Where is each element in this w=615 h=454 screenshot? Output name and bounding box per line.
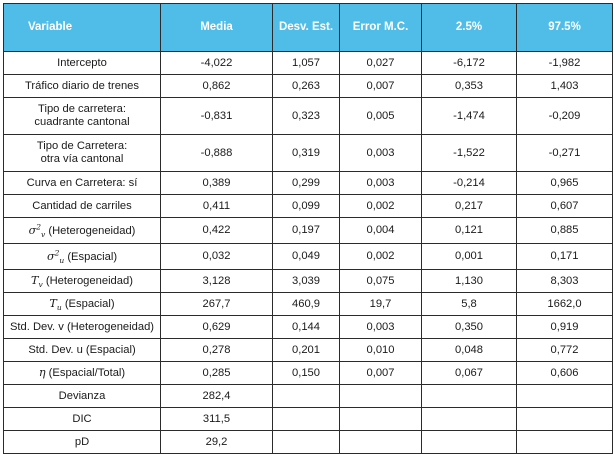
cell-media: 282,4 xyxy=(161,385,273,408)
cell-2-5: 0,350 xyxy=(422,316,517,339)
cell-error-mc: 0,007 xyxy=(340,362,422,385)
sigma-v-symbol: $\sigma^2_v$ xyxy=(28,221,46,239)
cell-error-mc: 0,003 xyxy=(340,135,422,172)
cell-media: 0,278 xyxy=(161,339,273,362)
row-label: pD xyxy=(4,431,161,454)
cell-desv-est: 0,049 xyxy=(273,244,340,270)
cell-error-mc: 0,002 xyxy=(340,244,422,270)
row-label: Curva en Carretera: sí xyxy=(4,172,161,195)
cell-97-5: 1662,0 xyxy=(517,293,613,316)
table-row xyxy=(4,431,613,454)
cell-desv-est: 0,144 xyxy=(273,316,340,339)
cell-97-5: 0,885 xyxy=(517,218,613,244)
table-row xyxy=(4,316,613,339)
row-label-text: (Heterogeneidad) xyxy=(45,275,133,287)
header-97-5: 97.5% xyxy=(517,4,613,52)
cell-2-5: 0,048 xyxy=(422,339,517,362)
header-row xyxy=(4,4,613,52)
row-label: Cantidad de carriles xyxy=(4,195,161,218)
cell-media: 0,032 xyxy=(161,244,273,270)
table-row xyxy=(4,172,613,195)
header-2-5: 2.5% xyxy=(422,4,517,52)
cell-desv-est: 0,319 xyxy=(273,135,340,172)
cell-media: -0,888 xyxy=(161,135,273,172)
table-row xyxy=(4,362,613,385)
cell-2-5 xyxy=(422,431,517,454)
cell-desv-est: 1,057 xyxy=(273,52,340,75)
cell-error-mc: 0,075 xyxy=(340,270,422,293)
cell-97-5: -0,209 xyxy=(517,98,613,135)
cell-media: 0,629 xyxy=(161,316,273,339)
cell-2-5: -6,172 xyxy=(422,52,517,75)
results-table xyxy=(3,3,613,454)
row-label-line1: Tipo de Carretera: xyxy=(36,140,128,152)
header-variable: Variable xyxy=(4,4,161,52)
cell-desv-est: 0,201 xyxy=(273,339,340,362)
cell-desv-est: 460,9 xyxy=(273,293,340,316)
cell-2-5: -1,522 xyxy=(422,135,517,172)
cell-error-mc: 0,004 xyxy=(340,218,422,244)
tau-v-symbol: $T_v$ xyxy=(31,274,43,290)
table-row xyxy=(4,52,613,75)
cell-desv-est xyxy=(273,385,340,408)
cell-desv-est: 0,099 xyxy=(273,195,340,218)
cell-97-5: 0,607 xyxy=(517,195,613,218)
row-label xyxy=(4,270,161,293)
cell-error-mc: 0,003 xyxy=(340,316,422,339)
row-label: Std. Dev. v (Heterogeneidad) xyxy=(4,316,161,339)
cell-desv-est xyxy=(273,431,340,454)
tau-u-symbol: $T_u$ xyxy=(49,297,62,313)
cell-error-mc: 0,027 xyxy=(340,52,422,75)
cell-97-5: 0,965 xyxy=(517,172,613,195)
row-label xyxy=(4,98,161,135)
cell-97-5: 0,919 xyxy=(517,316,613,339)
cell-2-5: 0,001 xyxy=(422,244,517,270)
row-label: Std. Dev. u (Espacial) xyxy=(4,339,161,362)
row-label: Devianza xyxy=(4,385,161,408)
cell-error-mc xyxy=(340,408,422,431)
cell-2-5: 5,8 xyxy=(422,293,517,316)
row-label-text: (Espacial) xyxy=(64,298,115,310)
table-row xyxy=(4,135,613,172)
cell-97-5 xyxy=(517,385,613,408)
cell-2-5: 0,121 xyxy=(422,218,517,244)
row-label xyxy=(4,135,161,172)
cell-error-mc: 0,005 xyxy=(340,98,422,135)
cell-media: -0,831 xyxy=(161,98,273,135)
header-error-mc: Error M.C. xyxy=(340,4,422,52)
cell-media: 3,128 xyxy=(161,270,273,293)
cell-97-5: 0,606 xyxy=(517,362,613,385)
cell-2-5: -0,214 xyxy=(422,172,517,195)
cell-error-mc: 19,7 xyxy=(340,293,422,316)
table-row xyxy=(4,339,613,362)
cell-2-5 xyxy=(422,408,517,431)
cell-97-5: 0,171 xyxy=(517,244,613,270)
cell-error-mc xyxy=(340,431,422,454)
cell-desv-est: 3,039 xyxy=(273,270,340,293)
cell-2-5: 0,217 xyxy=(422,195,517,218)
row-label: Tráfico diario de trenes xyxy=(4,75,161,98)
cell-desv-est: 0,323 xyxy=(273,98,340,135)
row-label xyxy=(4,362,161,385)
table-row xyxy=(4,195,613,218)
cell-media: 0,389 xyxy=(161,172,273,195)
cell-media: 0,411 xyxy=(161,195,273,218)
cell-media: 0,422 xyxy=(161,218,273,244)
cell-error-mc: 0,003 xyxy=(340,172,422,195)
cell-media: 29,2 xyxy=(161,431,273,454)
table-row xyxy=(4,218,613,244)
cell-2-5: -1,474 xyxy=(422,98,517,135)
row-label-text: (Heterogeneidad) xyxy=(48,224,136,237)
header-media: Media xyxy=(161,4,273,52)
eta-symbol: η xyxy=(38,366,46,379)
cell-media: 311,5 xyxy=(161,408,273,431)
cell-97-5: -1,982 xyxy=(517,52,613,75)
cell-2-5: 0,067 xyxy=(422,362,517,385)
table-row xyxy=(4,385,613,408)
table-row xyxy=(4,408,613,431)
cell-desv-est: 0,263 xyxy=(273,75,340,98)
cell-desv-est: 0,150 xyxy=(273,362,340,385)
row-label-line2: cuadrante cantonal xyxy=(34,116,130,128)
cell-error-mc: 0,010 xyxy=(340,339,422,362)
cell-97-5: 1,403 xyxy=(517,75,613,98)
row-label: Intercepto xyxy=(4,52,161,75)
table-row xyxy=(4,244,613,270)
row-label xyxy=(4,218,161,244)
cell-error-mc xyxy=(340,385,422,408)
cell-error-mc: 0,002 xyxy=(340,195,422,218)
cell-media: 267,7 xyxy=(161,293,273,316)
results-table-container xyxy=(3,3,613,454)
cell-desv-est xyxy=(273,408,340,431)
cell-error-mc: 0,007 xyxy=(340,75,422,98)
cell-desv-est: 0,197 xyxy=(273,218,340,244)
cell-97-5: 0,772 xyxy=(517,339,613,362)
row-label xyxy=(4,244,161,270)
cell-97-5 xyxy=(517,431,613,454)
row-label-text: (Espacial/Total) xyxy=(48,367,126,379)
row-label xyxy=(4,293,161,316)
row-label: DIC xyxy=(4,408,161,431)
cell-97-5: 8,303 xyxy=(517,270,613,293)
cell-media: 0,285 xyxy=(161,362,273,385)
cell-2-5: 0,353 xyxy=(422,75,517,98)
table-row xyxy=(4,293,613,316)
cell-2-5: 1,130 xyxy=(422,270,517,293)
header-desv-est: Desv. Est. xyxy=(273,4,340,52)
table-row xyxy=(4,75,613,98)
cell-media: -4,022 xyxy=(161,52,273,75)
cell-desv-est: 0,299 xyxy=(273,172,340,195)
cell-97-5: -0,271 xyxy=(517,135,613,172)
cell-2-5 xyxy=(422,385,517,408)
row-label-line1: Tipo de carretera: xyxy=(38,103,126,115)
table-row xyxy=(4,98,613,135)
row-label-line2: otra vía cantonal xyxy=(40,153,124,165)
cell-97-5 xyxy=(517,408,613,431)
row-label-text: (Espacial) xyxy=(67,250,118,263)
table-row xyxy=(4,270,613,293)
sigma-u-symbol: $\sigma^2_u$ xyxy=(46,247,65,265)
cell-media: 0,862 xyxy=(161,75,273,98)
